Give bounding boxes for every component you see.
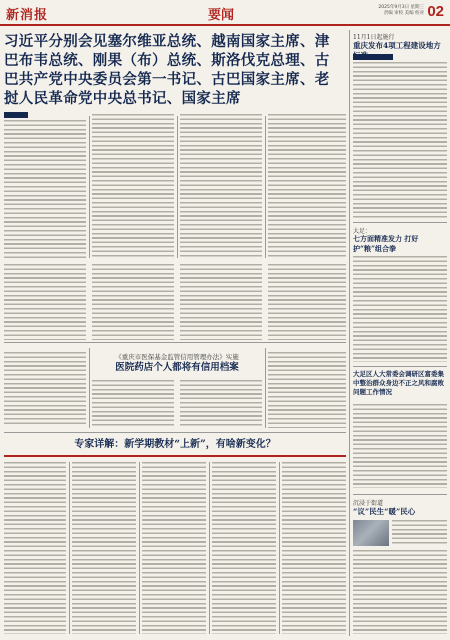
column-rule — [69, 462, 70, 634]
sidebar-item4-headline: “议”民生“暖”民心 — [353, 507, 416, 516]
sidebar-divider-h — [353, 366, 447, 367]
story3-body-1 — [4, 462, 66, 634]
lead-body-continued-1 — [4, 264, 86, 340]
sidebar-divider-h — [353, 494, 447, 495]
sidebar-item1-body — [353, 62, 447, 220]
sidebar-item1-kicker: 11月1日起施行 — [353, 34, 395, 41]
story2-left-column — [4, 352, 86, 426]
column-rule — [265, 116, 266, 258]
lead-body-column-2 — [92, 114, 174, 258]
sidebar-item1-tag — [353, 54, 393, 60]
column-rule — [177, 116, 178, 258]
column-rule — [139, 462, 140, 634]
story3-body-4 — [212, 462, 276, 634]
story2-body-1 — [92, 380, 174, 428]
lead-body-continued-2 — [92, 264, 174, 340]
sidebar-divider — [349, 30, 350, 636]
masthead — [0, 0, 450, 26]
sidebar-item3-headline: 大足区人大常委会调研区富委集中整治群众身边不正之风和腐败问题工作情况 — [353, 370, 444, 396]
lead-body-continued-3 — [180, 264, 262, 340]
story3-headline: 专家详解：新学期教材“上新”，有啥新变化？ — [74, 439, 276, 450]
dateline: 2025年9月3日 星期三 责编 审校 美编 校对 — [378, 5, 424, 16]
story3-body-5 — [282, 462, 346, 634]
column-rule — [265, 348, 266, 428]
story2-kicker: 《重庆市医保基金监管信用管理办法》实施 — [115, 353, 239, 361]
story2-right-column — [268, 352, 346, 428]
story2-headline: 医院药店个人都将有信用档案 — [115, 362, 239, 373]
sidebar-item2-body — [353, 256, 447, 362]
lead-body-column-1 — [4, 120, 86, 258]
column-rule — [89, 116, 90, 258]
sidebar-item2-headline: 七方面精准发力 打好护“粮”组合拳 — [353, 234, 419, 253]
story3-body-3 — [142, 462, 206, 634]
lead-body-continued-4 — [268, 264, 346, 340]
sidebar-item4-body-continued — [353, 550, 447, 634]
section-divider — [4, 432, 346, 433]
lead-headline: 习近平分别会见塞尔维亚总统、越南国家主席、津巴布韦总统、刚果（布）总统、斯洛伐克总理、古巴共产党中央委员会第一书记、古巴国家主席、老挝人民革命党中央总书记、国家主席 — [4, 33, 330, 107]
sidebar-divider-h — [353, 222, 447, 223]
story2-body-2 — [180, 380, 262, 428]
column-rule — [209, 462, 210, 634]
story3-body-2 — [72, 462, 136, 634]
lead-body-column-3 — [180, 114, 262, 258]
sidebar-item3-body — [353, 404, 447, 488]
section-divider — [4, 342, 346, 343]
lead-body-column-4 — [268, 114, 346, 258]
newspaper-logo: 新消报 — [6, 8, 49, 23]
story3-accent-rule — [4, 455, 346, 457]
sidebar-item2-kicker: 大足： — [353, 228, 372, 235]
sidebar-item4-body — [392, 520, 447, 546]
sidebar-item4-kicker: 沉浸于街道 — [353, 500, 384, 507]
page-number: 02 — [427, 3, 444, 20]
lead-photo-caption-tag — [4, 112, 28, 118]
sidebar-item4-photo — [353, 520, 389, 546]
sidebar-item1-headline: 重庆发布4项工程建设地方 — [353, 41, 441, 50]
section-title: 要闻 — [207, 8, 234, 23]
column-rule — [89, 348, 90, 428]
column-rule — [279, 462, 280, 634]
